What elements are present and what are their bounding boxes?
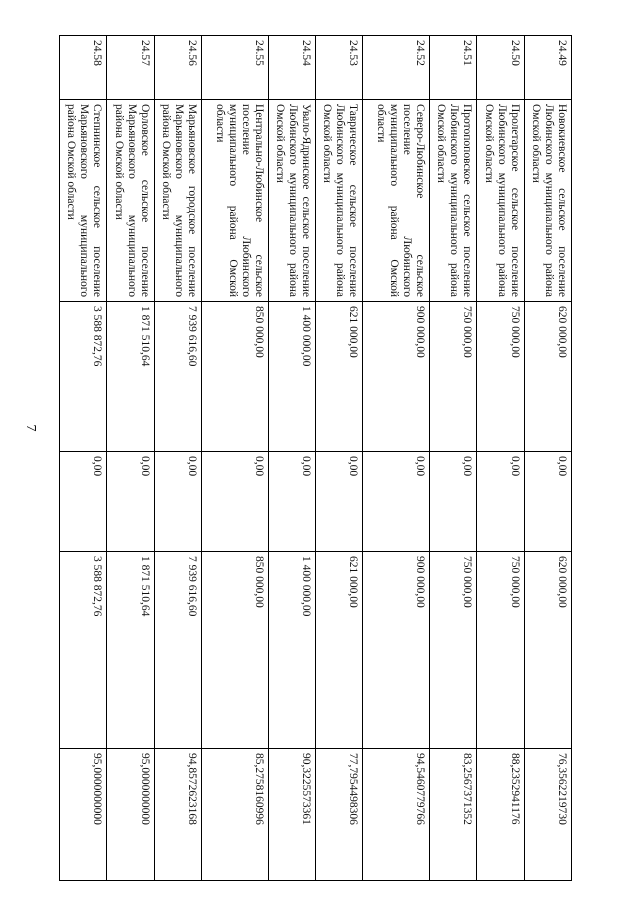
percent-value: 95,0000000000 — [59, 749, 106, 881]
amount-subsidy: 750 000,00 — [429, 552, 476, 749]
municipality-name: Таврическое сельское поселение Любинского муниципального района Омской области — [315, 100, 362, 302]
table-row — [429, 36, 476, 881]
row-number: 24.54 — [268, 36, 315, 100]
amount-zero: 0,00 — [106, 452, 153, 552]
table-row — [476, 36, 523, 881]
amount-subsidy: 1 400 000,00 — [268, 552, 315, 749]
amount-total: 620 000,00 — [524, 302, 571, 452]
percent-value: 94,8572623168 — [154, 749, 201, 881]
table-row — [362, 36, 428, 881]
percent-value: 88,2352941176 — [476, 749, 523, 881]
amount-subsidy: 750 000,00 — [476, 552, 523, 749]
percent-value: 90,3225573361 — [268, 749, 315, 881]
amount-subsidy: 7 939 616,60 — [154, 552, 201, 749]
municipality-name: Орловское сельское поселение Марьяновского муниципального района Омской области — [106, 100, 153, 302]
amount-total: 621 000,00 — [315, 302, 362, 452]
percent-value: 85,2758160996 — [201, 749, 267, 881]
percent-value: 77,7954498306 — [315, 749, 362, 881]
row-number: 24.49 — [524, 36, 571, 100]
table-row — [315, 36, 362, 881]
row-number: 24.58 — [59, 36, 106, 100]
amount-zero: 0,00 — [154, 452, 201, 552]
table-row — [524, 36, 571, 881]
percent-value: 94,5460779766 — [362, 749, 428, 881]
amount-total: 7 939 616,60 — [154, 302, 201, 452]
amount-zero: 0,00 — [59, 452, 106, 552]
page-number: 7 — [23, 424, 38, 432]
percent-value: 76,3562219730 — [524, 749, 571, 881]
municipality-name: Новокиевское сельское поселение Любинского муниципального района Омской области — [524, 100, 571, 302]
row-number: 24.56 — [154, 36, 201, 100]
row-number: 24.53 — [315, 36, 362, 100]
municipality-name: Марьяновское городское поселение Марьяновского муниципального района Омской области — [154, 100, 201, 302]
amount-subsidy: 900 000,00 — [362, 552, 428, 749]
row-number: 24.55 — [201, 36, 267, 100]
municipality-name: Степнинское сельское поселение Марьяновского муниципального района Омской области — [59, 100, 106, 302]
amount-total: 750 000,00 — [429, 302, 476, 452]
amount-subsidy: 3 588 872,76 — [59, 552, 106, 749]
document-page — [60, 35, 572, 880]
budget-table — [59, 35, 572, 881]
table-row — [154, 36, 201, 881]
amount-subsidy: 1 871 510,64 — [106, 552, 153, 749]
amount-total: 1 871 510,64 — [106, 302, 153, 452]
amount-zero: 0,00 — [315, 452, 362, 552]
municipality-name: Протопоповское сельское поселение Любинского муниципального района Омской области — [429, 100, 476, 302]
municipality-name: Северо-Любинское сельское поселение Любинского муниципального района Омской области — [362, 100, 428, 302]
amount-total: 1 400 000,00 — [268, 302, 315, 452]
municipality-name: Увало-Ядринское сельское поселение Любинского муниципального района Омской области — [268, 100, 315, 302]
municipality-name: Пролетарское сельское поселение Любинского муниципального района Омской области — [476, 100, 523, 302]
row-number: 24.51 — [429, 36, 476, 100]
amount-zero: 0,00 — [476, 452, 523, 552]
amount-total: 750 000,00 — [476, 302, 523, 452]
amount-zero: 0,00 — [268, 452, 315, 552]
amount-zero: 0,00 — [429, 452, 476, 552]
amount-total: 900 000,00 — [362, 302, 428, 452]
amount-total: 850 000,00 — [201, 302, 267, 452]
table-row — [59, 36, 106, 881]
municipality-name: Центрально-Любинское сельское поселение Любинского муниципального района Омской области — [201, 100, 267, 302]
row-number: 24.52 — [362, 36, 428, 100]
row-number: 24.57 — [106, 36, 153, 100]
amount-subsidy: 620 000,00 — [524, 552, 571, 749]
table-row — [268, 36, 315, 881]
table-row — [106, 36, 153, 881]
amount-zero: 0,00 — [201, 452, 267, 552]
percent-value: 95,0000000000 — [106, 749, 153, 881]
amount-total: 3 588 872,76 — [59, 302, 106, 452]
amount-subsidy: 621 000,00 — [315, 552, 362, 749]
percent-value: 83,2567371352 — [429, 749, 476, 881]
amount-zero: 0,00 — [524, 452, 571, 552]
row-number: 24.50 — [476, 36, 523, 100]
amount-subsidy: 850 000,00 — [201, 552, 267, 749]
table-row — [201, 36, 267, 881]
amount-zero: 0,00 — [362, 452, 428, 552]
